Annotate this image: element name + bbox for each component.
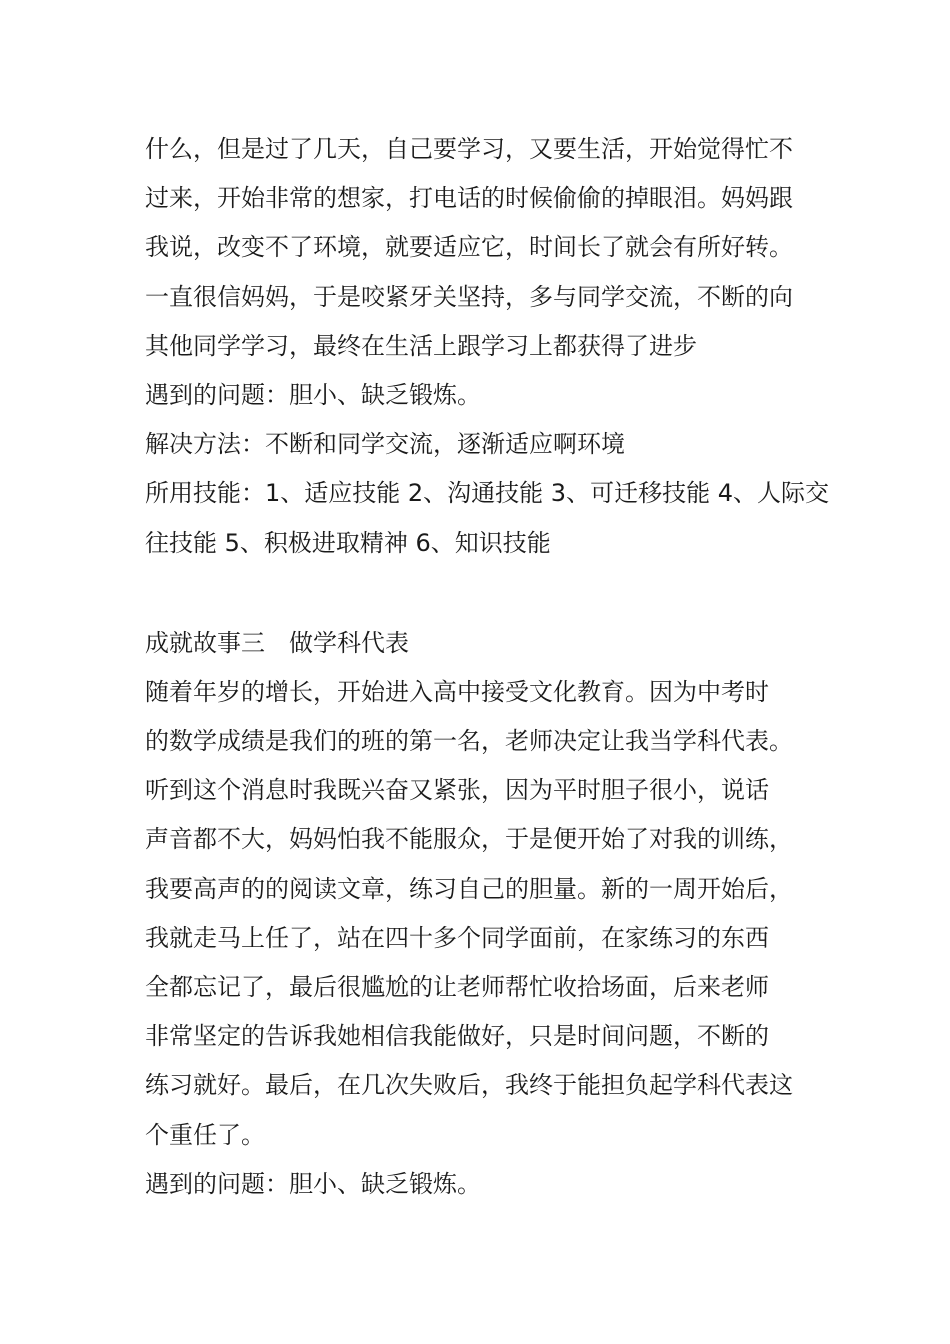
paragraph-line: 听到这个消息时我既兴奋又紧张，因为平时胆子很小，说话 <box>145 776 769 805</box>
paragraph-line: 的数学成绩是我们的班的第一名，老师决定让我当学科代表。 <box>145 727 793 756</box>
section-heading-subject: 做学科代表 <box>289 628 409 657</box>
paragraph-line: 个重任了。 <box>145 1120 265 1149</box>
problem-line: 遇到的问题：胆小、缺乏锻炼。 <box>145 380 481 409</box>
skills-line: 所用技能：1、适应技能 2、沟通技能 3、可迁移技能 4、人际交 <box>145 479 829 508</box>
paragraph-line: 练习就好。最后，在几次失败后，我终于能担负起学科代表这 <box>145 1071 793 1100</box>
paragraph-line: 我就走马上任了，站在四十多个同学面前，在家练习的东西 <box>145 923 769 952</box>
section-spacer <box>145 568 815 619</box>
document-body <box>145 125 829 1209</box>
paragraph-line: 随着年岁的增长，开始进入高中接受文化教育。因为中考时 <box>145 677 769 706</box>
paragraph-line: 我说，改变不了环境，就要适应它，时间长了就会有所好转。 <box>145 233 793 262</box>
problem-line: 遇到的问题：胆小、缺乏锻炼。 <box>145 1169 481 1198</box>
paragraph-line: 一直很信妈妈，于是咬紧牙关坚持，多与同学交流，不断的向 <box>145 282 793 311</box>
solution-line: 解决方法：不断和同学交流，逐渐适应啊环境 <box>145 430 625 459</box>
paragraph-line: 声音都不大，妈妈怕我不能服众，于是便开始了对我的训练， <box>145 825 793 854</box>
section-heading-prefix: 成就故事三 <box>145 628 265 657</box>
paragraph-line: 非常坚定的告诉我她相信我能做好，只是时间问题，不断的 <box>145 1022 769 1051</box>
section-heading <box>145 619 815 668</box>
paragraph-line: 过来，开始非常的想家，打电话的时候偷偷的掉眼泪。妈妈跟 <box>145 184 793 213</box>
paragraph-line: 我要高声的的阅读文章，练习自己的胆量。新的一周开始后， <box>145 874 793 903</box>
paragraph-line: 全都忘记了，最后很尴尬的让老师帮忙收拾场面，后来老师 <box>145 973 769 1001</box>
paragraph-line: 其他同学学习，最终在生活上跟学习上都获得了进步 <box>145 331 697 360</box>
skills-line: 往技能 5、积极进取精神 6、知识技能 <box>145 528 551 557</box>
paragraph-line: 什么，但是过了几天，自己要学习，又要生活，开始觉得忙不 <box>145 135 793 163</box>
